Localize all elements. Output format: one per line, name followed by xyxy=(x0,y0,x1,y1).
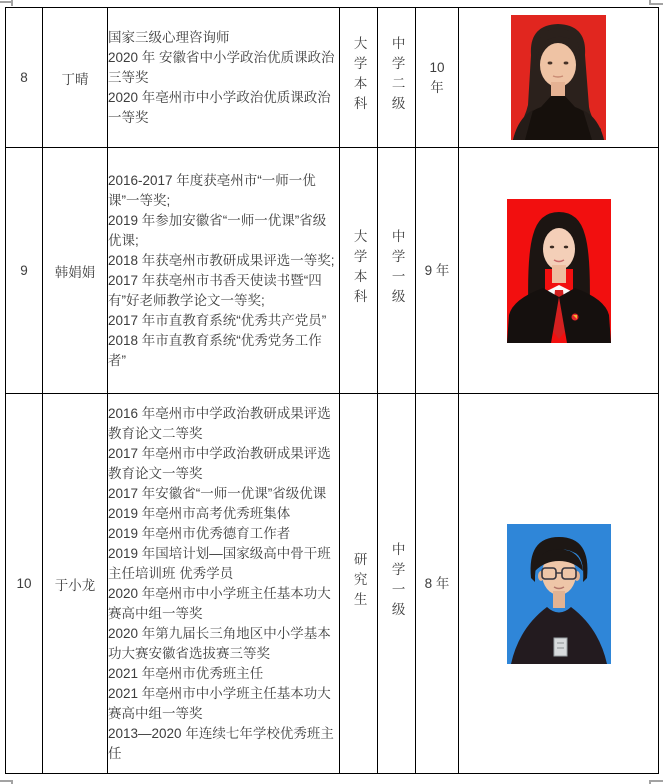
table-row xyxy=(6,148,659,394)
name-cell: 于小龙 xyxy=(43,394,108,774)
education-cell xyxy=(340,394,378,774)
awards-cell: 国家三级心理咨询师 2020 年 安徽省中小学政治优质课政治三等奖 2020 年亳州市中小学政治优质课政治一等奖 xyxy=(108,8,340,148)
education-cell xyxy=(340,8,378,148)
photo-cell xyxy=(459,148,659,394)
serial-cell: 9 xyxy=(6,148,43,394)
rank-cell xyxy=(378,8,416,148)
awards-cell: 2016 年亳州市中学政治教研成果评选教育论文二等奖 2017 年亳州市中学政治教研成果评选教育论文一等奖 2017 年安徽省“一师一优课”省级优课 2019 年亳州市高考优秀班集体 2019 年亳州市优秀德育工作者 2019 年国培计划—国家级高中骨干班主任培训班 优秀学员 2020 年亳州市中小学班主任基本功大赛高中组一等奖 2020 年第九届长三角地区中小学基本功大赛安徽省选拔赛三等奖 2021 年亳州市优秀班主任 2021 年亳州市中小学班主任基本功大赛高中组一等奖 2013—2020 年连续七年学校优秀班主任 xyxy=(108,394,340,774)
table-row xyxy=(6,394,659,774)
page-corner-mark xyxy=(649,780,651,784)
rank-text: 中学一级 xyxy=(389,542,405,622)
awards-cell: 2016-2017 年度获亳州市“一师一优课”一等奖; 2019 年参加安徽省“一师一优课”省级优课; 2018 年获亳州市教研成果评选一等奖; 2017 年获亳州市书香天使读书暨“四有”好老师教学论文一等奖; 2017 年市直教育系统“优秀共产党员” 2018 年市直教育系统“优秀党务工作者” xyxy=(108,148,340,394)
education-cell xyxy=(340,148,378,394)
female-portrait-photo xyxy=(507,199,611,343)
serial-cell: 8 xyxy=(6,8,43,148)
education-text: 大学本科 xyxy=(351,36,367,116)
education-text: 研究生 xyxy=(351,552,367,612)
years-cell: 9 年 xyxy=(416,148,459,394)
rank-cell xyxy=(378,148,416,394)
rank-text: 中学二级 xyxy=(389,36,405,116)
page-corner-mark xyxy=(11,0,13,6)
teachers-award-table xyxy=(5,7,659,774)
education-text: 大学本科 xyxy=(351,229,367,309)
female-portrait-photo xyxy=(511,15,606,140)
serial-cell: 10 xyxy=(6,394,43,774)
years-cell: 10 年 xyxy=(416,8,459,148)
male-portrait-photo xyxy=(507,524,611,664)
page-corner-mark xyxy=(649,3,663,5)
photo-cell xyxy=(459,394,659,774)
years-cell: 8 年 xyxy=(416,394,459,774)
rank-text: 中学一级 xyxy=(389,229,405,309)
name-cell: 韩娟娟 xyxy=(43,148,108,394)
rank-cell xyxy=(378,394,416,774)
page-corner-mark xyxy=(11,780,13,784)
photo-cell xyxy=(459,8,659,148)
table-row xyxy=(6,8,659,148)
name-cell: 丁晴 xyxy=(43,8,108,148)
page-corner-mark xyxy=(649,780,663,782)
